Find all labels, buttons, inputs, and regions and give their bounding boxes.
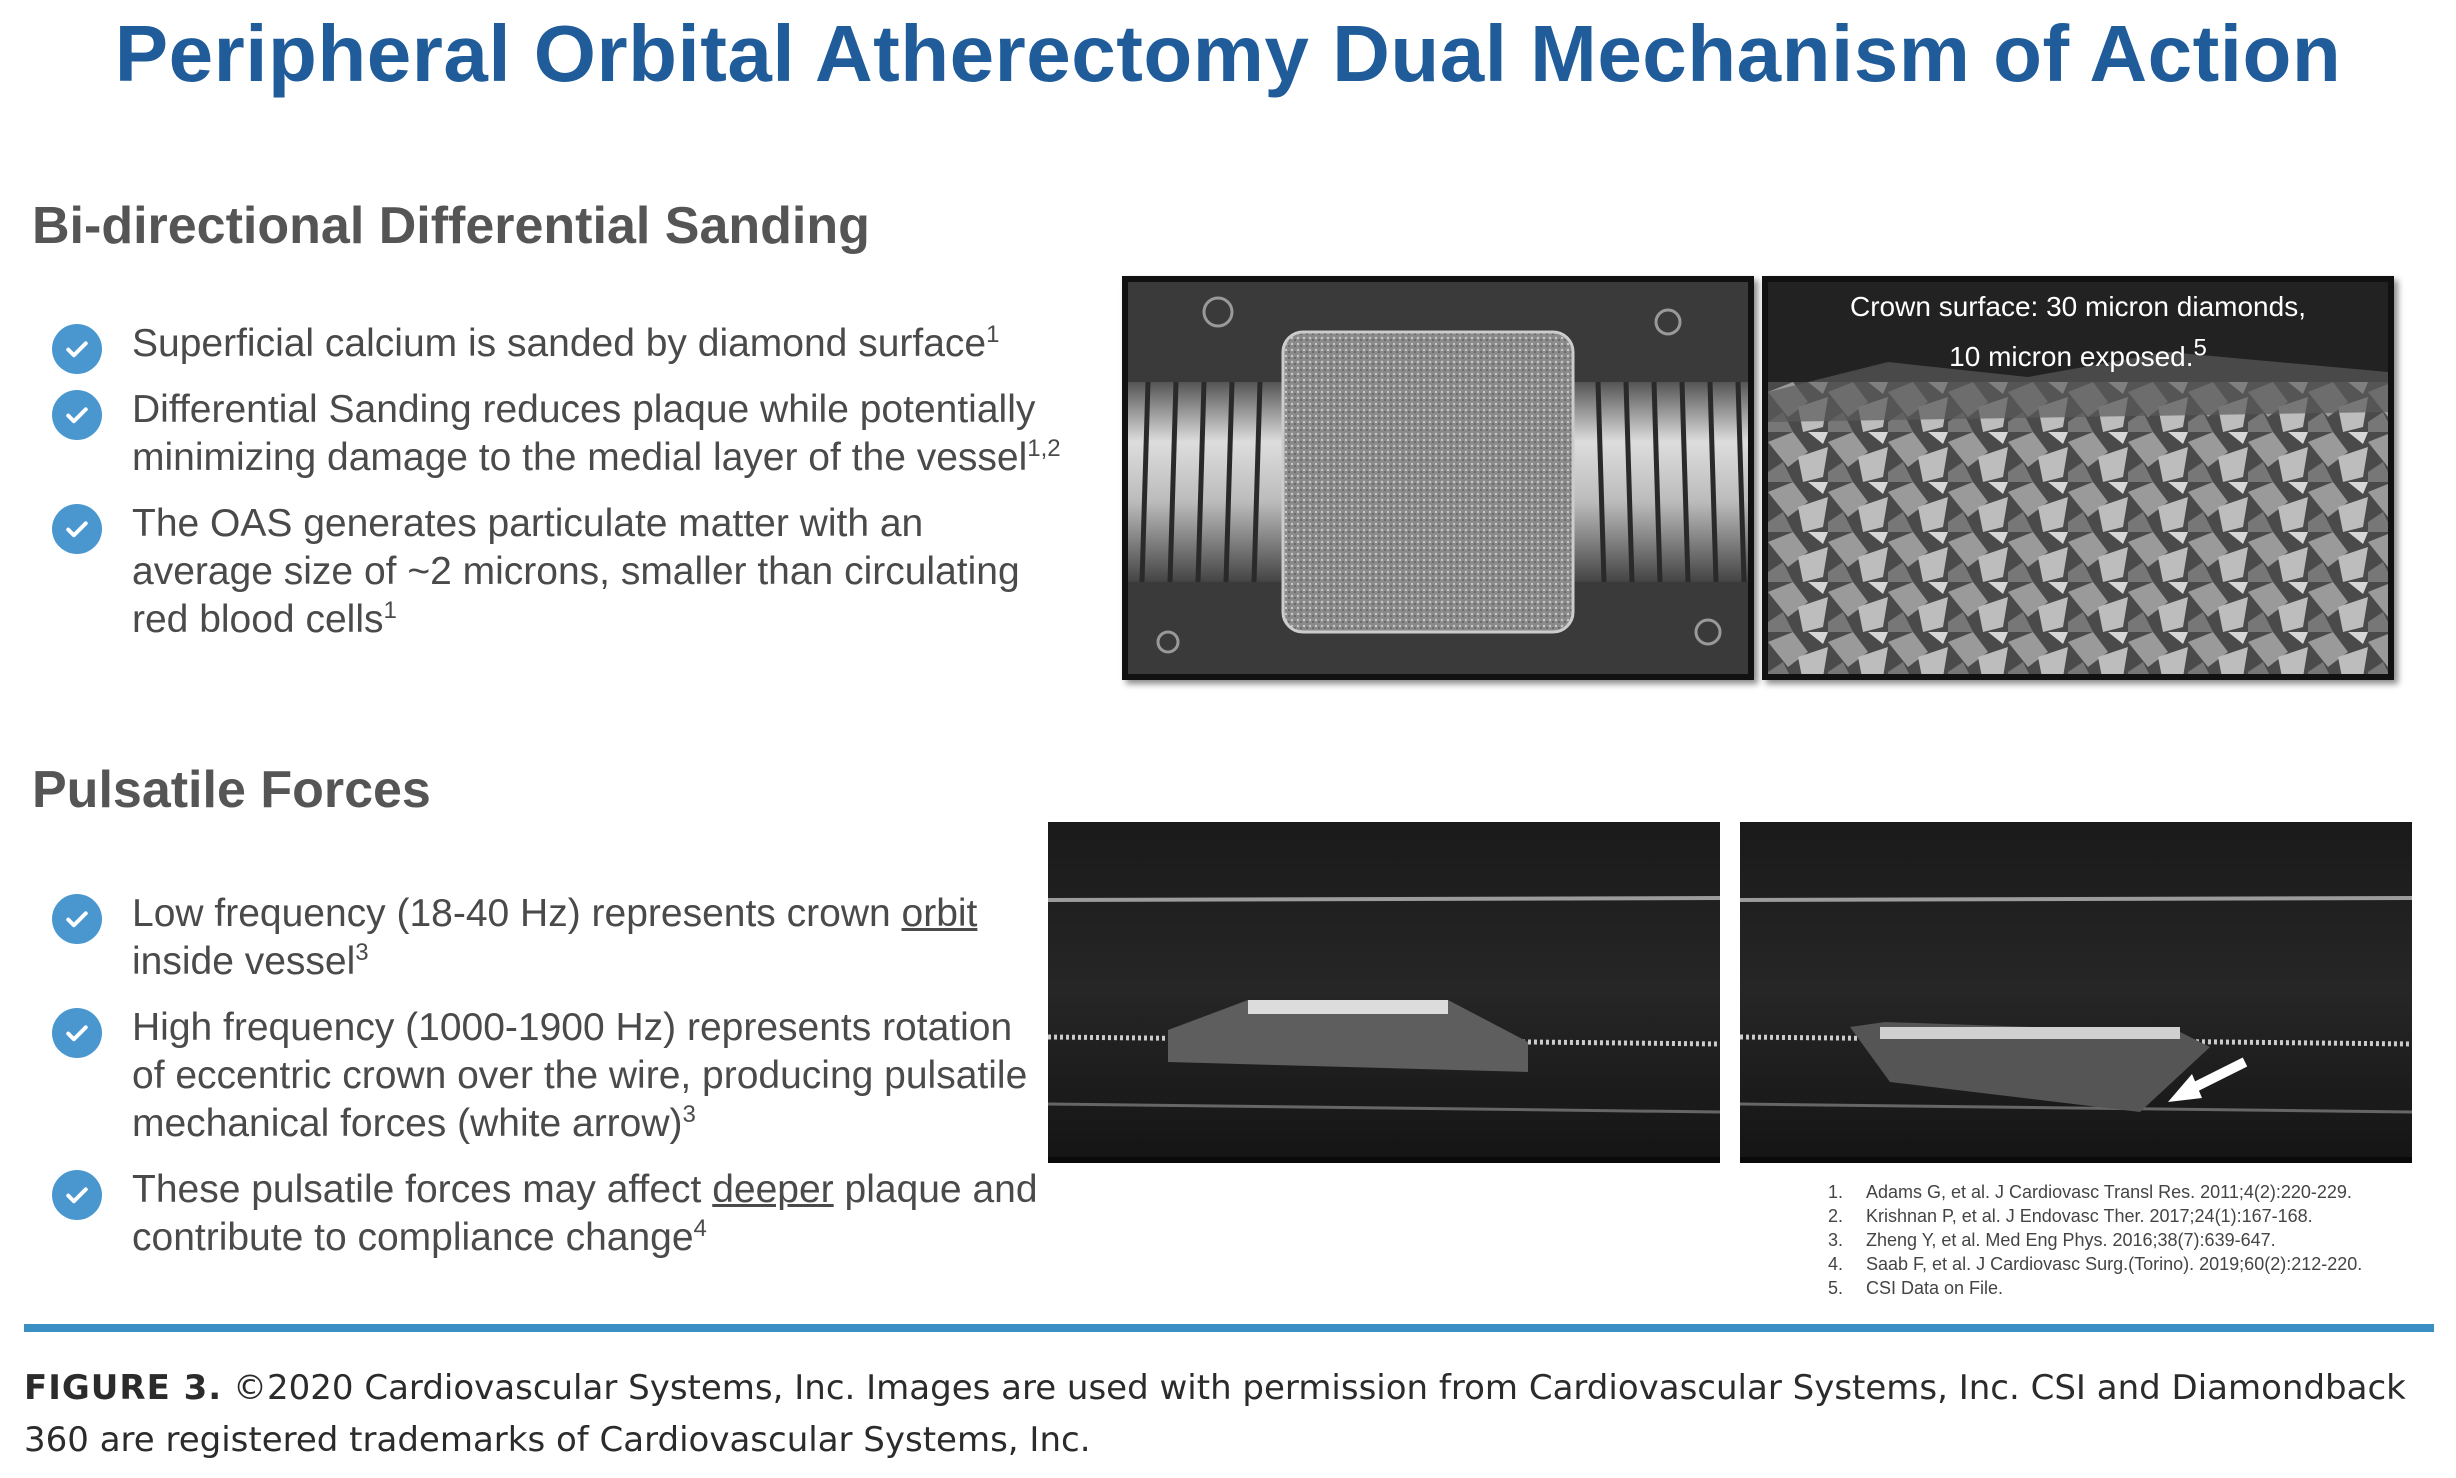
bullet-item [30,500,1070,644]
section-heading-sanding: Bi-directional Differential Sanding [32,197,870,255]
bullet-text-post: plaque and contribute to compliance change [132,1168,1038,1259]
diamond-surface-image [1762,276,2394,680]
vessel-rotation-image [1740,822,2412,1163]
reference-text: Adams G, et al. J Cardiovasc Transl Res. 2011;4(2):220-229. [1866,1182,2352,1202]
reference-number: 5. [1828,1278,1844,1298]
footnote-ref: 4 [693,1215,707,1242]
bullet-text-underlined: orbit [901,892,978,935]
bullet-item [30,1004,1050,1148]
figure-label: FIGURE 3. [24,1368,223,1408]
reference-text: CSI Data on File. [1866,1278,2004,1298]
footnote-ref: 1,2 [1027,435,1061,462]
footnote-ref: 3 [355,939,369,966]
crown-surface-caption [1768,282,2388,382]
reference-text: Krishnan P, et al. J Endovasc Ther. 2017;24(1):167-168. [1866,1206,2313,1226]
reference-text: Zheng Y, et al. Med Eng Phys. 2016;38(7):639-647. [1866,1230,2276,1250]
bullet-text: High frequency (1000-1900 Hz) represents rotation of eccentric crown over the wire, producing pulsatile mechanical forces (white arrow) [132,1006,1028,1145]
sanding-bullet-list [30,320,1070,662]
reference-item [1828,1204,2428,1228]
figure-caption-text: ©2020 Cardiovascular Systems, Inc. Images are used with permission from Cardiovascular Systems, Inc. CSI and Diamondback 360 are registered trademarks of Cardiovascular Systems, Inc. [24,1368,2406,1460]
section-heading-pulsatile: Pulsatile Forces [32,761,431,819]
pulsatile-bullet-list [30,890,1050,1280]
figure-caption [24,1362,2434,1466]
reference-number: 2. [1828,1206,1844,1226]
crown-caption-line1: Crown surface: 30 micron diamonds, [1850,291,2306,322]
bullet-text-pre: Low frequency (18-40 Hz) represents crown [132,892,902,935]
crown-caption-line2: 10 micron exposed. [1949,341,2194,372]
reference-list [1828,1180,2428,1300]
bullet-text: Superficial calcium is sanded by diamond surface [132,322,987,365]
reference-number: 1. [1828,1182,1844,1202]
footnote-ref: 3 [682,1101,696,1128]
checkmark-icon [52,324,102,374]
bullet-text: Differential Sanding reduces plaque while potentially minimizing damage to the medial layer of the vessel [132,388,1036,479]
reference-item [1828,1252,2428,1276]
page-title: Peripheral Orbital Atherectomy Dual Mechanism of Action [114,9,2342,98]
footnote-ref: 5 [2193,334,2207,362]
checkmark-icon [52,504,102,554]
checkmark-icon [52,894,102,944]
footnote-ref: 1 [986,321,1000,348]
divider-rule [24,1324,2434,1332]
bullet-text-underlined: deeper [712,1168,834,1211]
bullet-text: The OAS generates particulate matter with an average size of ~2 microns, smaller than circulating red blood cells [132,502,1020,641]
crown-sem-image [1122,276,1754,680]
reference-text: Saab F, et al. J Cardiovasc Surg.(Torino). 2019;60(2):212-220. [1866,1254,2363,1274]
bullet-text-post: inside vessel [132,940,356,983]
vessel-orbit-image [1048,822,1720,1163]
checkmark-icon [52,1170,102,1220]
checkmark-icon [52,1008,102,1058]
bullet-text-pre: These pulsatile forces may affect [132,1168,713,1211]
bullet-item [30,890,1050,986]
reference-number: 3. [1828,1230,1844,1250]
bullet-item [30,320,1070,368]
reference-item [1828,1228,2428,1252]
reference-number: 4. [1828,1254,1844,1274]
reference-item [1828,1276,2428,1300]
bullet-item [30,386,1070,482]
checkmark-icon [52,390,102,440]
bullet-item [30,1166,1050,1262]
reference-item [1828,1180,2428,1204]
footnote-ref: 1 [383,597,397,624]
